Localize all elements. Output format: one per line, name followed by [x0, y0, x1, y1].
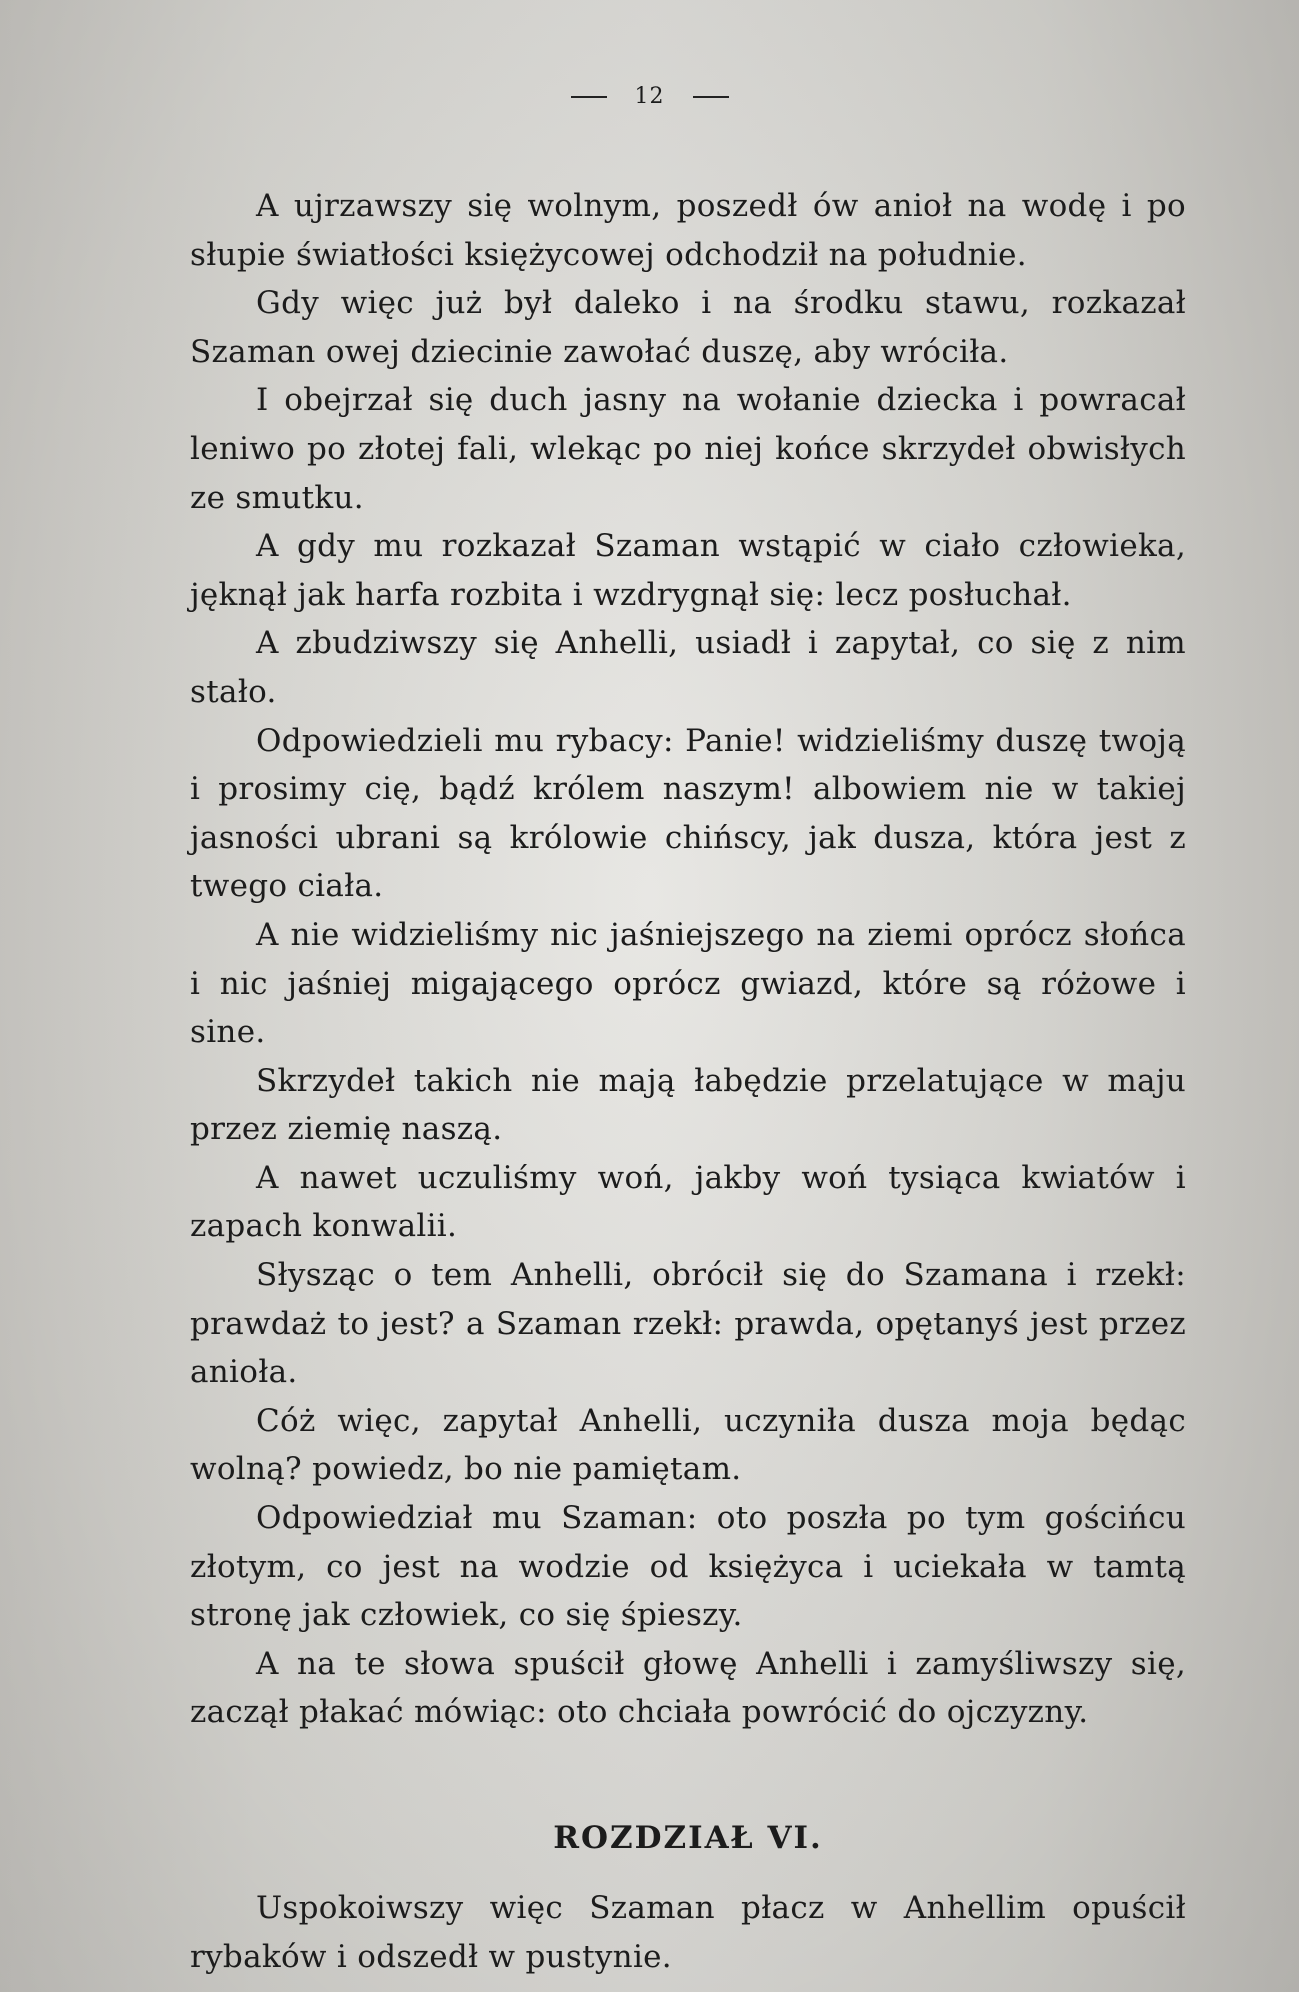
paragraph: A na te słowa spuścił głowę Anhelli i zamyśliwszy się, zaczął płakać mówiąc: oto chciała powrócić do ojczyzny. — [190, 1645, 1186, 1731]
page-header — [0, 84, 1299, 109]
paragraph: Słysząc o tem Anhelli, obrócił się do Szamana i rzekł: prawdaż to jest? a Szaman rzekł: prawda, opętanyś jest przez anioła. — [190, 1257, 1186, 1391]
header-dash-right — [693, 96, 729, 98]
page-number: 12 — [634, 84, 665, 109]
paragraph: Skrzydeł takich nie mają łabędzie przelatujące w maju przez ziemię naszą. — [190, 1062, 1186, 1148]
paragraph: I obejrzał się duch jasny na wołanie dziecka i powracał leniwo po złotej fali, wlekąc po niej końce skrzydeł obwisłych ze smutku. — [190, 382, 1186, 516]
paragraph: A gdy mu rozkazał Szaman wstąpić w ciało człowieka, jęknął jak harfa rozbita i wzdrygnął się: lecz posłuchał. — [190, 528, 1186, 613]
chapter-paragraph: Uspokoiwszy więc Szaman płacz w Anhellim opuścił rybaków i odszedł w pustynie. — [190, 1890, 1186, 1975]
paragraph: A nie widzieliśmy nic jaśniejszego na ziemi oprócz słońca i nic jaśniej migającego oprócz gwiazd, które są różowe i sine. — [190, 916, 1186, 1051]
page-content — [190, 182, 1186, 1981]
header-dash-left — [571, 96, 607, 98]
paragraph: A nawet uczuliśmy woń, jakby woń tysiąca kwiatów i zapach konwalii. — [190, 1159, 1186, 1245]
paragraph: Gdy więc już był daleko i na środku stawu, rozkazał Szaman owej dziecinie zawołać duszę, aby wróciła. — [190, 285, 1186, 370]
paragraph: A ujrzawszy się wolnym, poszedł ów anioł na wodę i po słupie światłości księżycowej odchodził na południe. — [190, 188, 1186, 273]
paragraph: Cóż więc, zapytał Anhelli, uczyniła dusza moja będąc wolną? powiedz, bo nie pamiętam. — [190, 1402, 1186, 1488]
paragraph: Odpowiedział mu Szaman: oto poszła po tym gościńcu złotym, co jest na wodzie od księżyca i uciekała w tamtą stronę jak człowiek, co się śpieszy. — [190, 1500, 1186, 1634]
paragraph: A zbudziwszy się Anhelli, usiadł i zapytał, co się z nim stało. — [190, 625, 1186, 710]
chapter-title: ROZDZIAŁ VI. — [553, 1820, 823, 1856]
paragraph: Odpowiedzieli mu rybacy: Panie! widzieliśmy duszę twoją i prosimy cię, bądź królem naszym! albowiem nie w takiej jasności ubrani są królowie chińscy, jak dusza, która jest z twego ciała. — [190, 722, 1186, 905]
